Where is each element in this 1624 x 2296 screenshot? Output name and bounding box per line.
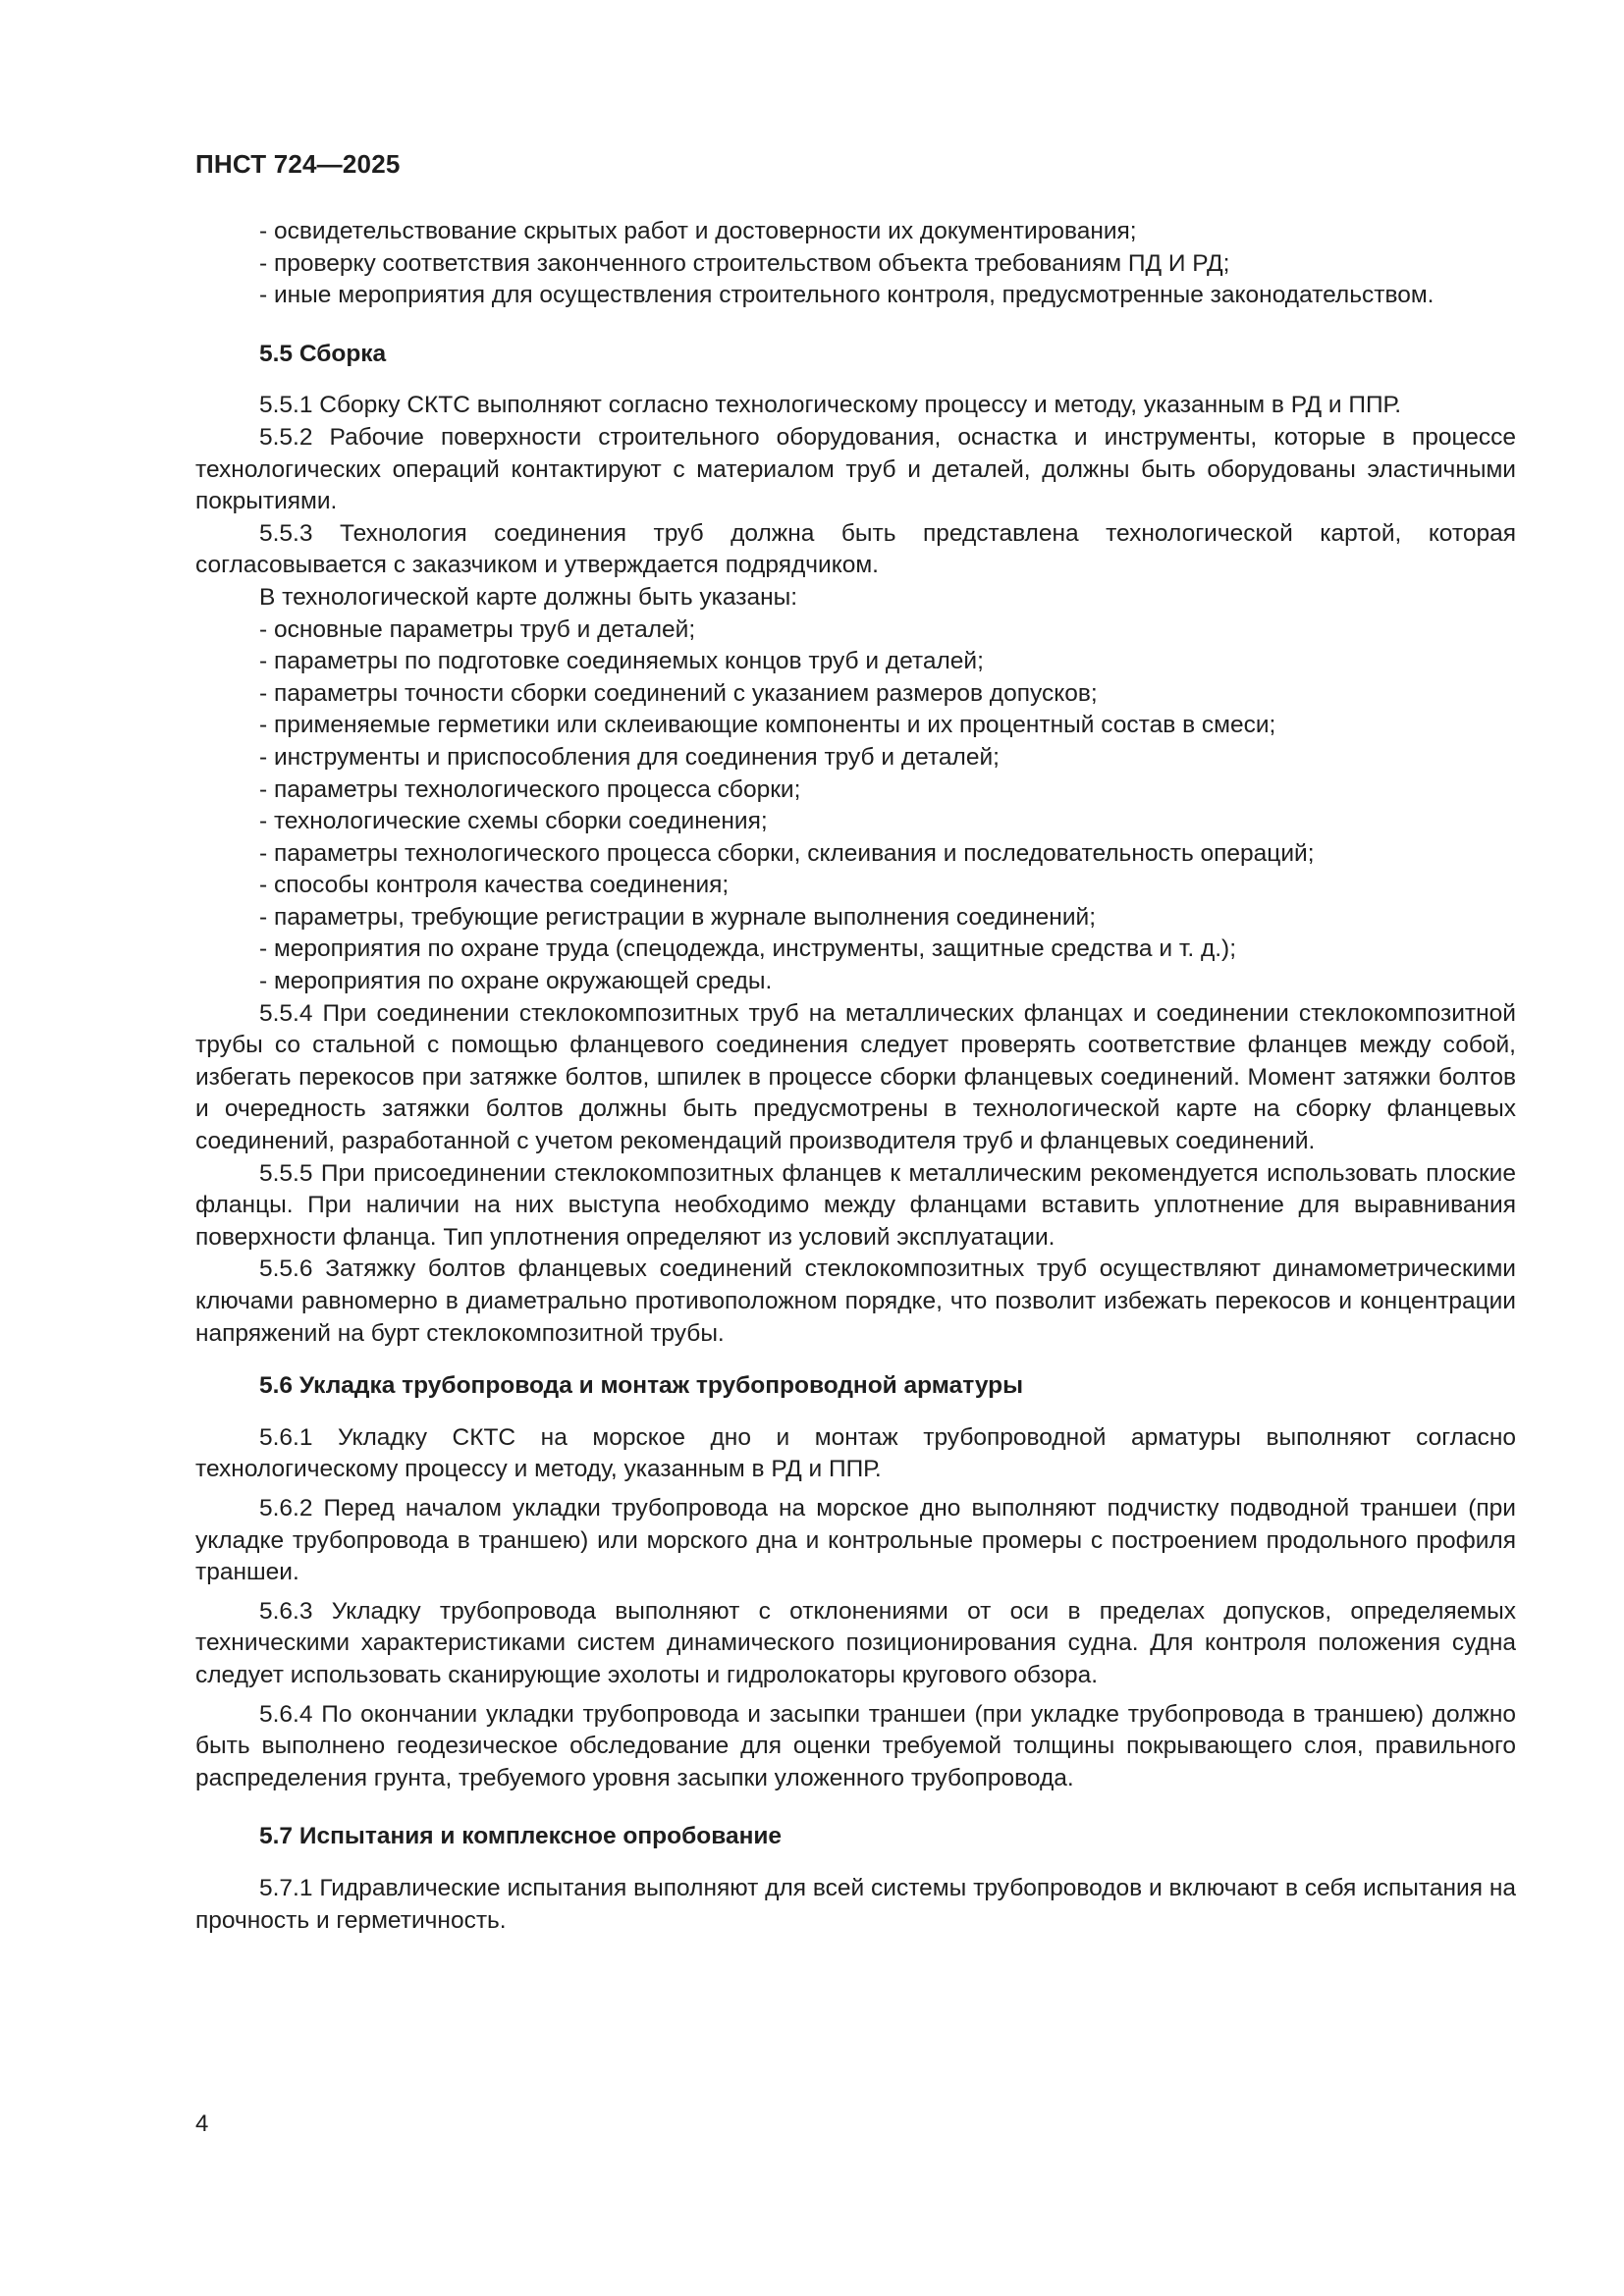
paragraph-5-6-1: 5.6.1 Укладку СКТС на морское дно и монтаж трубопроводной арматуры выполняют согласно технологическому процессу и методу, указанным в РД и ППР.: [195, 1423, 1516, 1483]
paragraph-5-5-3: 5.5.3 Технология соединения труб должна быть представлена технологической картой, которая согласовывается с заказчиком и утверждается подрядчиком.: [195, 519, 1516, 579]
paragraph-5-5-3-lead: В технологической карте должны быть указаны:: [259, 583, 798, 611]
list-item: - параметры по подготовке соединяемых концов труб и деталей;: [259, 648, 984, 675]
document-header: ПНСТ 724—2025: [195, 149, 401, 179]
paragraph-5-6-4: 5.6.4 По окончании укладки трубопровода и засыпки траншеи (при укладке трубопровода в траншею) должно быть выполнено геодезическое обследование для оценки требуемой толщины покрывающего слоя, правильного распределения грунта, требуемого уровня засыпки уложенного трубопровода.: [195, 1700, 1516, 1791]
list-item: - параметры технологического процесса сборки;: [259, 775, 801, 803]
page-content: [195, 216, 1516, 1937]
paragraph-5-6-3: 5.6.3 Укладку трубопровода выполняют с отклонениями от оси в пределах допусков, определяемых техническими характеристиками систем динамического позиционирования судна. Для контроля положения судна следует использовать сканирующие эхолоты и гидролокаторы кругового обзора.: [195, 1597, 1516, 1688]
list-item: - параметры технологического процесса сборки, склеивания и последовательность операций;: [259, 839, 1315, 867]
list-item: - технологические схемы сборки соединения;: [259, 808, 768, 835]
paragraph-5-6-2: 5.6.2 Перед началом укладки трубопровода на морское дно выполняют подчистку подводной траншеи (при укладке трубопровода в траншею) или морского дна и контрольные промеры с построением продольного профиля траншеи.: [195, 1494, 1516, 1586]
list-item: - параметры точности сборки соединений с указанием размеров допусков;: [259, 679, 1098, 707]
list-item: - инструменты и приспособления для соединения труб и деталей;: [259, 743, 1000, 771]
paragraph-5-7-1: 5.7.1 Гидравлические испытания выполняют для всей системы трубопроводов и включают в себя испытания на прочность и герметичность.: [195, 1874, 1516, 1934]
list-item: - основные параметры труб и деталей;: [259, 615, 696, 643]
list-item: - параметры, требующие регистрации в журнале выполнения соединений;: [259, 903, 1097, 931]
list-item: - мероприятия по охране труда (спецодежда, инструменты, защитные средства и т. д.);: [259, 935, 1237, 963]
section-heading-5-6: 5.6 Укладка трубопровода и монтаж трубопроводной арматуры: [259, 1372, 1024, 1400]
section-heading-5-5: 5.5 Сборка: [259, 340, 387, 367]
list-item: - мероприятия по охране окружающей среды.: [259, 968, 773, 995]
list-item: - проверку соответствия законченного строительством объекта требованиям ПД И РД;: [259, 249, 1230, 277]
paragraph-5-5-6: 5.5.6 Затяжку болтов фланцевых соединений стеклокомпозитных труб осуществляют динамометрическими ключами равномерно в диаметрально противоположном порядке, что позволит избежать перекосов и концентрации напряжений на бурт стеклокомпозитной трубы.: [195, 1255, 1516, 1347]
section-heading-5-7: 5.7 Испытания и комплексное опробование: [259, 1823, 783, 1850]
paragraph-5-5-2: 5.5.2 Рабочие поверхности строительного оборудования, оснастка и инструменты, которые в процессе технологических операций контактируют с материалом труб и деталей, должны быть оборудованы эластичными покрытиями.: [195, 423, 1516, 515]
list-item: - освидетельствование скрытых работ и достоверности их документирования;: [259, 218, 1137, 244]
paragraph-5-5-1: 5.5.1 Сборку СКТС выполняют согласно технологическому процессу и методу, указанным в РД и ППР.: [259, 392, 1402, 419]
list-item: - применяемые герметики или склеивающие компоненты и их процентный состав в смеси;: [259, 712, 1276, 739]
page-number: 4: [195, 2110, 209, 2137]
list-item: - способы контроля качества соединения;: [259, 872, 730, 899]
list-item: - иные мероприятия для осуществления строительного контроля, предусмотренные законодательством.: [259, 282, 1435, 309]
paragraph-5-5-4: 5.5.4 При соединении стеклокомпозитных труб на металлических фланцах и соединении стеклокомпозитной трубы со стальной с помощью фланцевого соединения следует проверять соответствие фланцев между собой, избегать перекосов при затяжке болтов, шпилек в процессе сборки фланцевых соединений. Момент затяжки болтов и очередность затяжки болтов должны быть предусмотрены в технологической карте на сборку фланцевых соединений, разработанной с учетом рекомендаций производителя труб и фланцевых соединений.: [195, 999, 1516, 1155]
paragraph-5-5-5: 5.5.5 При присоединении стеклокомпозитных фланцев к металлическим рекомендуется использовать плоские фланцы. При наличии на них выступа необходимо между фланцами вставить уплотнение для выравнивания поверхности фланца. Тип уплотнения определяют из условий эксплуатации.: [195, 1159, 1516, 1251]
